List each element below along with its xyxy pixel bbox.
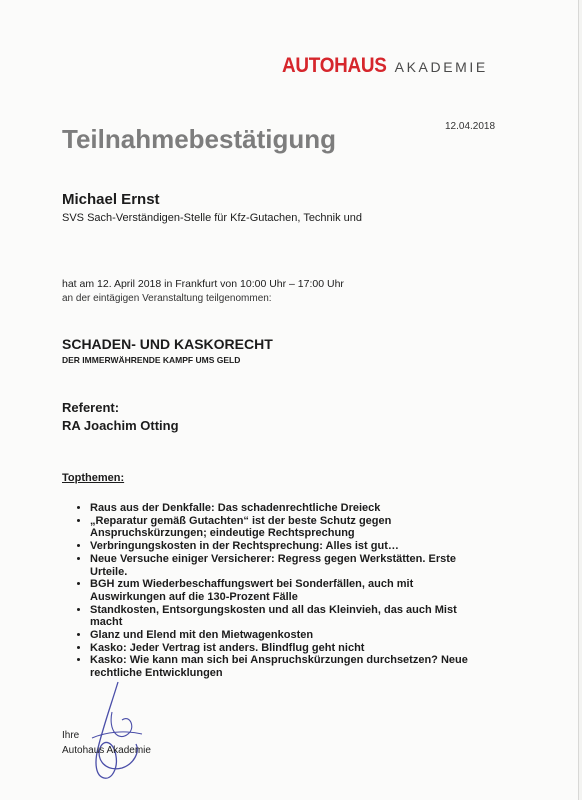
referent-name: RA Joachim Otting: [62, 418, 179, 433]
participant-name: Michael Ernst: [62, 191, 160, 208]
attendance-line-1: hat am 12. April 2018 in Frankfurt von 10:00 Uhr – 17:00 Uhr: [62, 278, 344, 290]
list-item: • „Reparatur gemäß Gutachten“ ist der beste Schutz gegen Anspruchskürzungen; eindeutige Rechtsprechung: [90, 515, 490, 540]
list-item: • Kasko: Jeder Vertrag ist anders. Blindflug geht nicht: [90, 642, 490, 655]
list-item: • Raus aus der Denkfalle: Das schadenrechtliche Dreieck: [90, 502, 490, 515]
logo-sub: AKADEMIE: [394, 59, 488, 75]
referent-label: Referent:: [62, 400, 120, 415]
participant-organization: SVS Sach-Verständigen-Stelle für Kfz-Gutachen, Technik und: [62, 212, 363, 224]
event-subtitle: DER IMMERWÄHRENDE KAMPF UMS GELD: [62, 355, 241, 365]
list-item: • BGH zum Wiederbeschaffungswert bei Sonderfällen, auch mit Auswirkungen auf die 130-Prozent Fälle: [90, 578, 490, 603]
list-item: • Kasko: Wie kann man sich bei Anspruchskürzungen durchsetzen? Neue rechtliche Entwicklungen: [90, 654, 490, 679]
closing-line-2: Autohaus Akademie: [62, 745, 151, 756]
page-title: Teilnahmebestätigung: [62, 124, 336, 154]
autohaus-akademie-logo: [282, 54, 488, 78]
list-item: • Neue Versuche einiger Versicherer: Regress gegen Werkstätten. Erste Urteile.: [90, 553, 490, 578]
closing-block: [62, 728, 151, 758]
document-date: 12.04.2018: [445, 121, 496, 132]
logo-brand: AUTOHAUS: [282, 54, 387, 77]
topics-list: [74, 502, 490, 680]
topics-heading: Topthemen:: [62, 472, 125, 484]
closing-line-1: Ihre: [62, 730, 80, 741]
list-item: • Glanz und Elend mit den Mietwagenkosten: [90, 629, 490, 642]
attendance-line-2: an der eintägigen Veranstaltung teilgenommen:: [62, 293, 272, 304]
list-item: • Standkosten, Entsorgungskosten und all das Kleinvieh, das auch Mist macht: [90, 604, 490, 629]
list-item: • Verbringungskosten in der Rechtsprechung: Alles ist gut…: [90, 540, 490, 553]
event-title: SCHADEN- UND KASKORECHT: [62, 336, 273, 352]
